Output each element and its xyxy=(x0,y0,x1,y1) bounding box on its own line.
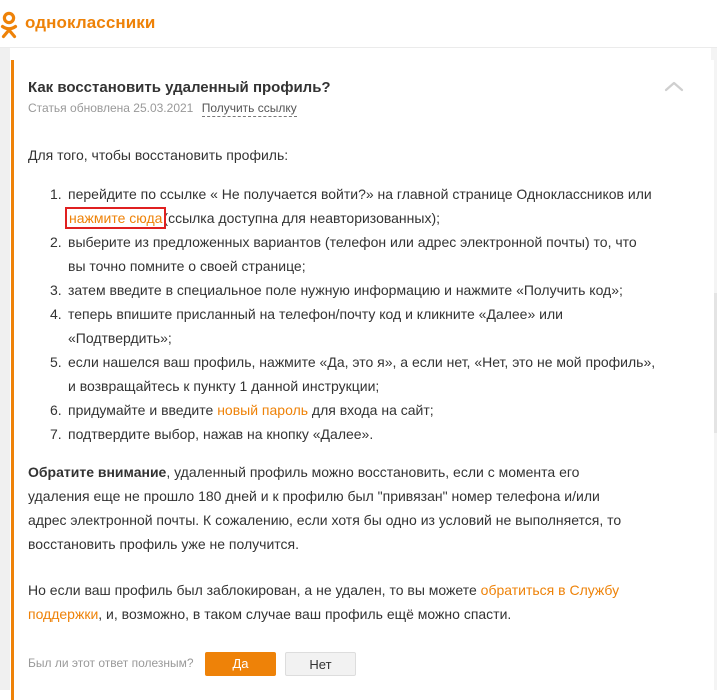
get-link[interactable]: Получить ссылку xyxy=(201,101,297,115)
article-title: Как восстановить удаленный профиль? xyxy=(28,79,331,96)
ok-logo-icon[interactable] xyxy=(0,11,18,39)
steps-list xyxy=(30,182,658,446)
notice-paragraph: Обратите внимание, удаленный профиль можно восстановить, если с момента его удаления еще не прошло 180 дней и к профилю был "привязан" номер телефона и/или адрес электронной почты. К сожалению, если хотя бы одно из условий не выполняется, то восстановить профиль уже не получится. xyxy=(28,464,622,552)
top-bar xyxy=(0,0,717,48)
no-button[interactable]: Нет xyxy=(285,652,356,676)
step-item: 7. подтвердите выбор, нажав на кнопку «Далее». xyxy=(50,426,374,442)
step-item: 5. если нашелся ваш профиль, нажмите «Да, это я», а если нет, «Нет, это не мой профиль», и возвращайтесь к пункту 1 данной инструкции; xyxy=(50,354,656,394)
step-item: 1. перейдите по ссылке « Не получается войти?» на главной странице Одноклассников или нажмите сюда(ссылка доступна для неавторизованных); xyxy=(50,186,652,226)
click-here-link[interactable]: нажмите сюда xyxy=(69,210,163,226)
logo-text[interactable]: одноклассники xyxy=(25,13,156,32)
left-gutter xyxy=(0,48,10,690)
updated-date: Статья обновлена 25.03.2021 xyxy=(28,101,194,115)
article-meta xyxy=(28,101,297,115)
yes-button[interactable]: Да xyxy=(205,652,276,676)
chevron-up-icon[interactable] xyxy=(664,80,684,92)
support-link[interactable]: обратиться в Службу поддержки xyxy=(28,582,620,622)
feedback-question: Был ли этот ответ полезным? xyxy=(28,656,194,670)
step-item: 6. придумайте и введите новый пароль для входа на сайт; xyxy=(50,402,434,418)
step-item: 4. теперь впишите присланный на телефон/почту код и кликните «Далее» или «Подтвердить»; xyxy=(50,306,563,346)
step-item: 2. выберите из предложенных вариантов (телефон или адрес электронной почты) то, что вы точно помните о своей странице; xyxy=(50,234,637,274)
step-item: 3. затем введите в специальное поле нужную информацию и нажмите «Получить код»; xyxy=(50,282,623,298)
intro-text: Для того, чтобы восстановить профиль: xyxy=(28,147,289,163)
new-password-link[interactable]: новый пароль xyxy=(217,402,309,418)
notice-bold: Обратите внимание xyxy=(28,464,167,480)
blocked-paragraph: Но если ваш профиль был заблокирован, а не удален, то вы можете обратиться в Службу поддержки, и, возможно, в таком случае ваш профиль ещё можно спасти. xyxy=(28,582,620,622)
